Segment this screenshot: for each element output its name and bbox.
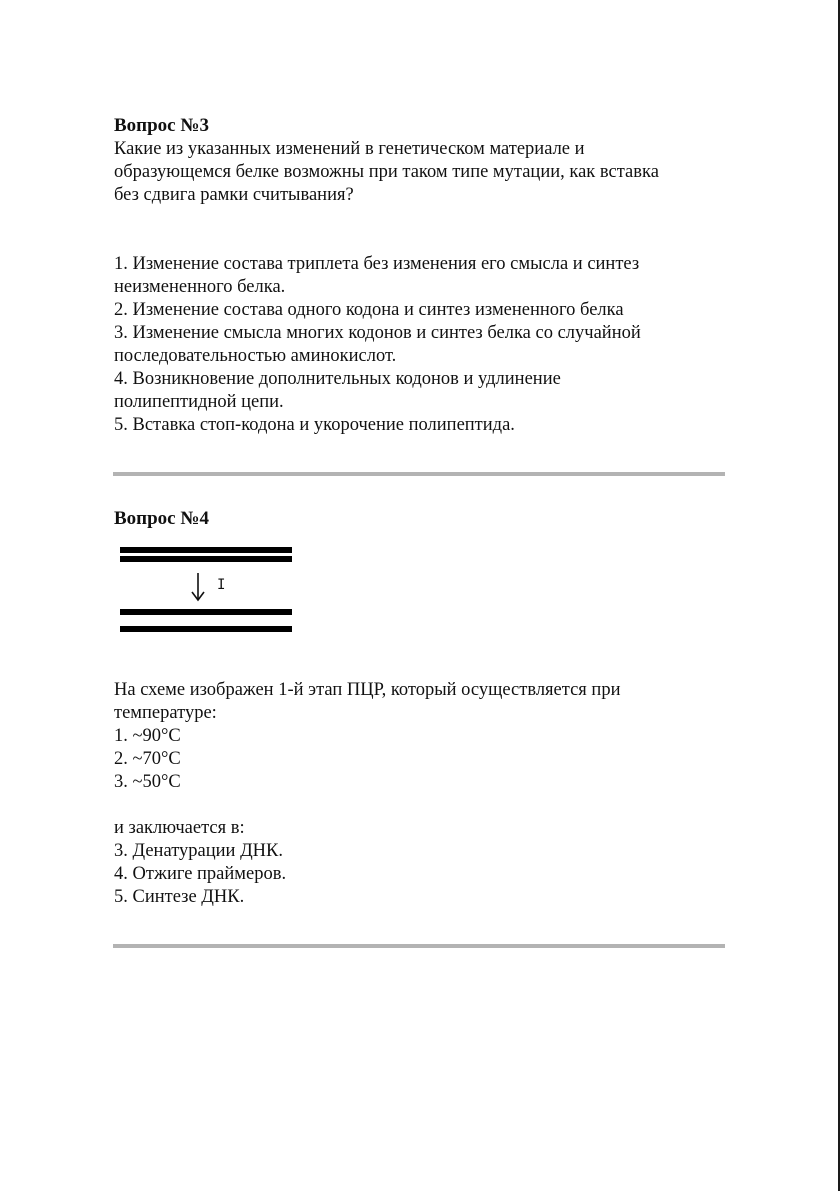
dna-strand-top-1 — [120, 547, 292, 553]
dna-strand-top-2 — [120, 556, 292, 562]
process-option: 5. Синтезе ДНК. — [114, 887, 245, 907]
question-3-option-line: 3. Изменение смысла многих кодонов и синтез белка со случайной — [114, 323, 641, 343]
question-3-prompt-line: Какие из указанных изменений в генетическом материале и — [114, 139, 585, 159]
question-3-prompt-line: образующемся белке возможны при таком типе мутации, как вставка — [114, 162, 659, 182]
dna-strand-bottom-1 — [120, 609, 292, 615]
question-3-option-line: 4. Возникновение дополнительных кодонов и удлинение — [114, 369, 561, 389]
question-4-prompt-line: На схеме изображен 1-й этап ПЦР, который осуществляется при — [114, 680, 621, 700]
process-option: 4. Отжиге праймеров. — [114, 864, 287, 884]
step-label: I — [217, 577, 226, 593]
pcr-step-diagram — [118, 545, 298, 637]
question-3-option-line: 1. Изменение состава триплета без изменения его смысла и синтез — [114, 254, 640, 274]
question-3-prompt-line: без сдвига рамки считывания? — [114, 185, 354, 205]
question-3-option-line: 5. Вставка стоп-кодона и укорочение полипептида. — [114, 415, 515, 435]
question-3-option-line: последовательностью аминокислот. — [114, 346, 397, 366]
temperature-option: 2. ~70°С — [114, 749, 181, 769]
question-3-option-line: 2. Изменение состава одного кодона и синтез измененного белка — [114, 300, 624, 320]
question-4-prompt-line: температуре: — [114, 703, 217, 723]
process-intro: и заключается в: — [114, 818, 245, 838]
down-arrow-icon — [188, 572, 208, 602]
dna-strand-bottom-2 — [120, 626, 292, 632]
question-3-title: Вопрос №3 — [114, 115, 209, 136]
process-option: 3. Денатурации ДНК. — [114, 841, 284, 861]
question-4-title: Вопрос №4 — [114, 508, 209, 529]
temperature-option: 1. ~90°С — [114, 726, 181, 746]
question-3-option-line: неизмененного белка. — [114, 277, 286, 297]
section-separator — [113, 944, 725, 948]
temperature-option: 3. ~50°С — [114, 772, 181, 792]
question-3-option-line: полипептидной цепи. — [114, 392, 284, 412]
section-separator — [113, 472, 725, 476]
